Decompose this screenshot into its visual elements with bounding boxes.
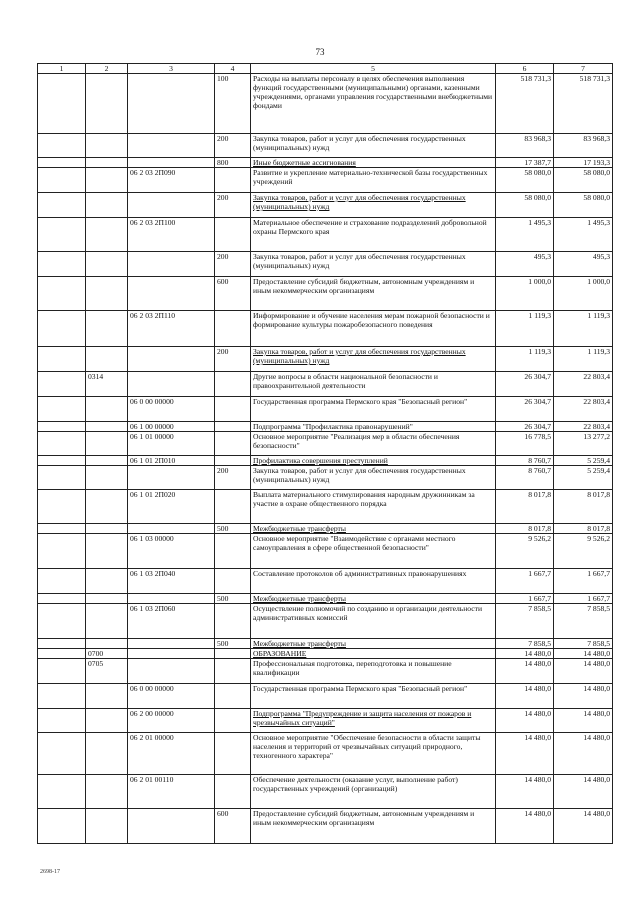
subsection-cell [86, 74, 128, 134]
amount-cell-7: 8 017,8 [554, 524, 613, 534]
target-code-cell [128, 134, 215, 158]
expense-type-cell: 500 [215, 524, 251, 534]
amount-cell-6: 83 968,3 [496, 134, 554, 158]
amount-cell-7: 13 277,2 [554, 432, 613, 456]
table-row [38, 524, 613, 534]
section-cell [38, 422, 86, 432]
amount-cell-7: 8 017,8 [554, 490, 613, 524]
expense-type-cell: 600 [215, 277, 251, 311]
amount-cell-6: 1 667,7 [496, 594, 554, 604]
subsection-cell [86, 277, 128, 311]
amount-cell-6: 1 119,3 [496, 311, 554, 347]
amount-cell-6: 26 304,7 [496, 372, 554, 397]
page-number: 73 [315, 47, 325, 57]
expense-type-cell [215, 432, 251, 456]
table-row [38, 490, 613, 524]
table-row [38, 684, 613, 709]
expense-type-cell [215, 649, 251, 659]
table-row [38, 134, 613, 158]
description-cell: Подпрограмма "Профилактика правонарушений" [251, 422, 496, 432]
description-cell: Информирование и обучение населения мерам пожарной безопасности и формирование культуры пожаробезопасного поведения [251, 311, 496, 347]
table-row [38, 534, 613, 569]
target-code-cell [128, 252, 215, 277]
section-cell [38, 74, 86, 134]
section-cell [38, 569, 86, 594]
description-cell: Основное мероприятие "Обеспечение безопасности в области защиты населения и территорий от чрезвычайных ситуаций природного, техногенного характера" [251, 733, 496, 775]
description-cell: Профилактика совершения преступлений [251, 456, 496, 466]
table-row [38, 466, 613, 490]
section-cell [38, 684, 86, 709]
amount-cell-6: 8 760,7 [496, 466, 554, 490]
amount-cell-7: 22 803,4 [554, 422, 613, 432]
amount-cell-6: 14 480,0 [496, 659, 554, 684]
table-row [38, 432, 613, 456]
section-cell [38, 809, 86, 844]
header-cell-4: 4 [215, 64, 251, 74]
header-cell-3: 3 [128, 64, 215, 74]
table-row [38, 218, 613, 252]
amount-cell-6: 14 480,0 [496, 775, 554, 809]
table-row [38, 775, 613, 809]
target-code-cell [128, 594, 215, 604]
amount-cell-7: 1 119,3 [554, 347, 613, 372]
description-cell: Государственная программа Пермского края "Безопасный регион" [251, 397, 496, 422]
subsection-cell [86, 134, 128, 158]
amount-cell-7: 1 495,3 [554, 218, 613, 252]
table-row [38, 639, 613, 649]
section-cell [38, 534, 86, 569]
subsection-cell: 0700 [86, 649, 128, 659]
target-code-cell [128, 158, 215, 168]
description-cell: Закупка товаров, работ и услуг для обеспечения государственных (муниципальных) нужд [251, 466, 496, 490]
amount-cell-6: 1 000,0 [496, 277, 554, 311]
description-cell: Составление протоколов об административных правонарушениях [251, 569, 496, 594]
amount-cell-7: 14 480,0 [554, 809, 613, 844]
amount-cell-6: 16 778,5 [496, 432, 554, 456]
description-cell: Основное мероприятие "Взаимодействие с органами местного самоуправления в сфере общественной безопасности" [251, 534, 496, 569]
section-cell [38, 659, 86, 684]
expense-type-cell: 200 [215, 252, 251, 277]
expense-type-cell [215, 422, 251, 432]
table-row [38, 594, 613, 604]
header-cell-7: 7 [554, 64, 613, 74]
description-cell: Межбюджетные трансферты [251, 524, 496, 534]
amount-cell-6: 518 731,3 [496, 74, 554, 134]
target-code-cell: 06 2 03 2П100 [128, 218, 215, 252]
section-cell [38, 490, 86, 524]
expense-type-cell [215, 397, 251, 422]
description-cell: Расходы на выплаты персоналу в целях обеспечения выполнения функций государственными (муниципальными) органами, казенными учреждениями, органами управления государственными внебюджетными фондами [251, 74, 496, 134]
amount-cell-7: 58 080,0 [554, 193, 613, 218]
table-row [38, 311, 613, 347]
amount-cell-6: 8 017,8 [496, 524, 554, 534]
expense-type-cell [215, 456, 251, 466]
expense-type-cell: 500 [215, 639, 251, 649]
section-cell [38, 604, 86, 639]
target-code-cell [128, 809, 215, 844]
section-cell [38, 397, 86, 422]
amount-cell-6: 8 760,7 [496, 456, 554, 466]
description-cell: Профессиональная подготовка, переподготовка и повышение квалификации [251, 659, 496, 684]
table-row [38, 422, 613, 432]
expense-type-cell [215, 684, 251, 709]
description-cell: Иные бюджетные ассигнования [251, 158, 496, 168]
amount-cell-6: 9 526,2 [496, 534, 554, 569]
amount-cell-6: 26 304,7 [496, 422, 554, 432]
expense-type-cell: 800 [215, 158, 251, 168]
amount-cell-6: 14 480,0 [496, 649, 554, 659]
description-cell: Осуществление полномочий по созданию и организации деятельности административных комиссий [251, 604, 496, 639]
table-row [38, 158, 613, 168]
amount-cell-7: 1 667,7 [554, 569, 613, 594]
section-cell [38, 134, 86, 158]
section-cell [38, 372, 86, 397]
amount-cell-7: 5 259,4 [554, 466, 613, 490]
section-cell [38, 649, 86, 659]
description-cell: Основное мероприятие "Реализация мер в области обеспечения безопасности" [251, 432, 496, 456]
amount-cell-6: 7 858,5 [496, 639, 554, 649]
target-code-cell: 06 2 03 2П110 [128, 311, 215, 347]
amount-cell-7: 17 193,3 [554, 158, 613, 168]
table-row [38, 649, 613, 659]
amount-cell-6: 14 480,0 [496, 809, 554, 844]
amount-cell-7: 14 480,0 [554, 649, 613, 659]
table-row [38, 74, 613, 134]
subsection-cell [86, 158, 128, 168]
subsection-cell [86, 733, 128, 775]
amount-cell-7: 58 080,0 [554, 168, 613, 193]
table-row [38, 168, 613, 193]
target-code-cell [128, 649, 215, 659]
description-cell: Материальное обеспечение и страхование подразделений добровольной охраны Пермского края [251, 218, 496, 252]
subsection-cell [86, 684, 128, 709]
description-cell: Выплата материального стимулирования народным дружинникам за участие в охране общественного порядка [251, 490, 496, 524]
table-row [38, 604, 613, 639]
expense-type-cell: 500 [215, 594, 251, 604]
description-cell: Предоставление субсидий бюджетным, автономным учреждениям и иным некоммерческим организациям [251, 277, 496, 311]
amount-cell-7: 518 731,3 [554, 74, 613, 134]
table-row [38, 569, 613, 594]
table-row [38, 397, 613, 422]
table-row [38, 347, 613, 372]
table-row [38, 659, 613, 684]
description-cell: Подпрограмма "Предупреждение и защита населения от пожаров и чрезвычайных ситуаций" [251, 709, 496, 733]
table-row [38, 193, 613, 218]
expense-type-cell [215, 218, 251, 252]
description-cell: Закупка товаров, работ и услуг для обеспечения государственных (муниципальных) нужд [251, 347, 496, 372]
expense-type-cell: 200 [215, 466, 251, 490]
subsection-cell [86, 193, 128, 218]
subsection-cell [86, 639, 128, 649]
section-cell [38, 733, 86, 775]
subsection-cell [86, 604, 128, 639]
description-cell: Предоставление субсидий бюджетным, автономным учреждениям и иным некоммерческим организациям [251, 809, 496, 844]
amount-cell-7: 14 480,0 [554, 775, 613, 809]
amount-cell-7: 14 480,0 [554, 684, 613, 709]
amount-cell-6: 1 667,7 [496, 569, 554, 594]
subsection-cell [86, 311, 128, 347]
expense-type-cell [215, 659, 251, 684]
target-code-cell [128, 277, 215, 311]
amount-cell-7: 14 480,0 [554, 733, 613, 775]
subsection-cell: 0705 [86, 659, 128, 684]
expense-type-cell [215, 775, 251, 809]
table-row [38, 809, 613, 844]
amount-cell-7: 5 259,4 [554, 456, 613, 466]
target-code-cell: 06 1 01 2П020 [128, 490, 215, 524]
description-cell: Развитие и укрепление материально-технической базы государственных учреждений [251, 168, 496, 193]
amount-cell-7: 495,3 [554, 252, 613, 277]
amount-cell-7: 9 526,2 [554, 534, 613, 569]
target-code-cell [128, 659, 215, 684]
expense-type-cell: 200 [215, 193, 251, 218]
description-cell: Закупка товаров, работ и услуг для обеспечения государственных (муниципальных) нужд [251, 193, 496, 218]
amount-cell-6: 17 387,7 [496, 158, 554, 168]
subsection-cell [86, 534, 128, 569]
section-cell [38, 709, 86, 733]
expense-type-cell [215, 311, 251, 347]
subsection-cell [86, 569, 128, 594]
amount-cell-6: 7 858,5 [496, 604, 554, 639]
amount-cell-6: 26 304,7 [496, 397, 554, 422]
description-cell: Межбюджетные трансферты [251, 594, 496, 604]
amount-cell-7: 14 480,0 [554, 659, 613, 684]
header-cell-2: 2 [86, 64, 128, 74]
description-cell: Межбюджетные трансферты [251, 639, 496, 649]
subsection-cell [86, 490, 128, 524]
expense-type-cell [215, 534, 251, 569]
section-cell [38, 639, 86, 649]
description-cell: Закупка товаров, работ и услуг для обеспечения государственных (муниципальных) нужд [251, 252, 496, 277]
description-cell: Государственная программа Пермского края "Безопасный регион" [251, 684, 496, 709]
target-code-cell: 06 0 00 00000 [128, 397, 215, 422]
amount-cell-7: 1 667,7 [554, 594, 613, 604]
expense-type-cell: 100 [215, 74, 251, 134]
section-cell [38, 347, 86, 372]
expense-type-cell [215, 709, 251, 733]
amount-cell-7: 83 968,3 [554, 134, 613, 158]
subsection-cell [86, 252, 128, 277]
target-code-cell [128, 639, 215, 649]
subsection-cell [86, 397, 128, 422]
amount-cell-6: 495,3 [496, 252, 554, 277]
header-cell-6: 6 [496, 64, 554, 74]
amount-cell-6: 58 080,0 [496, 193, 554, 218]
subsection-cell [86, 466, 128, 490]
subsection-cell [86, 168, 128, 193]
subsection-cell [86, 456, 128, 466]
table-row [38, 277, 613, 311]
target-code-cell [128, 466, 215, 490]
document-code: 2698-17 [40, 869, 60, 875]
expense-type-cell [215, 604, 251, 639]
amount-cell-6: 14 480,0 [496, 684, 554, 709]
table-row [38, 733, 613, 775]
amount-cell-6: 1 119,3 [496, 347, 554, 372]
target-code-cell [128, 74, 215, 134]
section-cell [38, 218, 86, 252]
description-cell: Закупка товаров, работ и услуг для обеспечения государственных (муниципальных) нужд [251, 134, 496, 158]
section-cell [38, 456, 86, 466]
target-code-cell: 06 1 01 00000 [128, 432, 215, 456]
target-code-cell [128, 372, 215, 397]
section-cell [38, 432, 86, 456]
expense-type-cell: 200 [215, 134, 251, 158]
amount-cell-7: 22 803,4 [554, 372, 613, 397]
subsection-cell [86, 218, 128, 252]
section-cell [38, 252, 86, 277]
subsection-cell [86, 775, 128, 809]
section-cell [38, 466, 86, 490]
target-code-cell: 06 2 03 2П090 [128, 168, 215, 193]
section-cell [38, 524, 86, 534]
amount-cell-6: 14 480,0 [496, 709, 554, 733]
section-cell [38, 193, 86, 218]
target-code-cell: 06 2 00 00000 [128, 709, 215, 733]
expense-type-cell [215, 372, 251, 397]
subsection-cell: 0314 [86, 372, 128, 397]
table-row [38, 456, 613, 466]
target-code-cell: 06 1 03 2П040 [128, 569, 215, 594]
subsection-cell [86, 594, 128, 604]
amount-cell-6: 14 480,0 [496, 733, 554, 775]
subsection-cell [86, 347, 128, 372]
target-code-cell: 06 1 03 2П060 [128, 604, 215, 639]
expense-type-cell: 600 [215, 809, 251, 844]
table-row [38, 372, 613, 397]
target-code-cell: 06 1 01 2П010 [128, 456, 215, 466]
budget-table [37, 63, 613, 844]
expense-type-cell: 200 [215, 347, 251, 372]
target-code-cell [128, 347, 215, 372]
subsection-cell [86, 809, 128, 844]
expense-type-cell [215, 490, 251, 524]
amount-cell-7: 14 480,0 [554, 709, 613, 733]
table-header-row [38, 64, 613, 74]
target-code-cell: 06 0 00 00000 [128, 684, 215, 709]
description-cell: Другие вопросы в области национальной безопасности и правоохранительной деятельности [251, 372, 496, 397]
section-cell [38, 277, 86, 311]
amount-cell-6: 1 495,3 [496, 218, 554, 252]
amount-cell-7: 22 803,4 [554, 397, 613, 422]
expense-type-cell [215, 733, 251, 775]
table-row [38, 252, 613, 277]
amount-cell-7: 7 858,5 [554, 604, 613, 639]
amount-cell-7: 7 858,5 [554, 639, 613, 649]
section-cell [38, 594, 86, 604]
table-row [38, 709, 613, 733]
subsection-cell [86, 432, 128, 456]
description-cell: ОБРАЗОВАНИЕ [251, 649, 496, 659]
section-cell [38, 158, 86, 168]
target-code-cell: 06 1 03 00000 [128, 534, 215, 569]
target-code-cell: 06 1 00 00000 [128, 422, 215, 432]
section-cell [38, 311, 86, 347]
target-code-cell [128, 193, 215, 218]
section-cell [38, 168, 86, 193]
amount-cell-6: 8 017,8 [496, 490, 554, 524]
amount-cell-7: 1 119,3 [554, 311, 613, 347]
section-cell [38, 775, 86, 809]
subsection-cell [86, 709, 128, 733]
subsection-cell [86, 422, 128, 432]
amount-cell-6: 58 080,0 [496, 168, 554, 193]
header-cell-1: 1 [38, 64, 86, 74]
expense-type-cell [215, 569, 251, 594]
subsection-cell [86, 524, 128, 534]
expense-type-cell [215, 168, 251, 193]
description-cell: Обеспечение деятельности (оказание услуг, выполнение работ) государственных учреждений (организаций) [251, 775, 496, 809]
amount-cell-7: 1 000,0 [554, 277, 613, 311]
target-code-cell: 06 2 01 00000 [128, 733, 215, 775]
header-cell-5: 5 [251, 64, 496, 74]
target-code-cell: 06 2 01 00110 [128, 775, 215, 809]
target-code-cell [128, 524, 215, 534]
